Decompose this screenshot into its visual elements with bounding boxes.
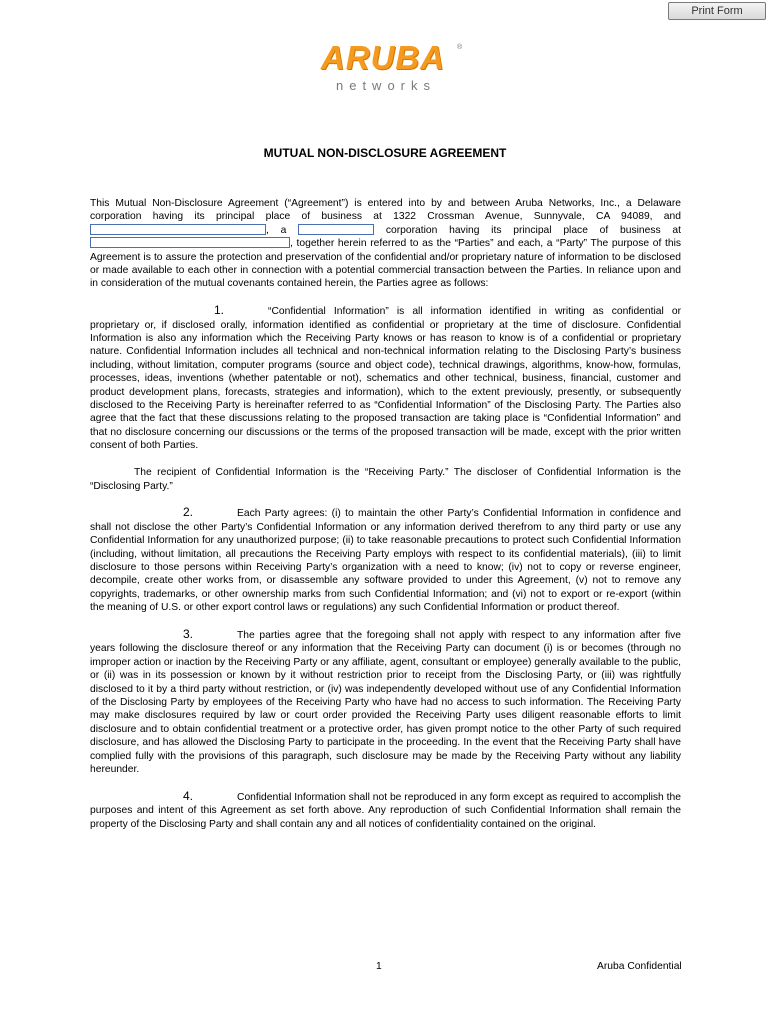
logo-subtitle: networks — [335, 78, 437, 93]
intro-text-3: corporation having its principal place of business at — [374, 224, 681, 236]
confidential-label: Aruba Confidential — [597, 961, 682, 972]
clause-recipient-definition — [90, 466, 681, 493]
party-address-field[interactable] — [90, 237, 290, 248]
page-number: 1 — [376, 961, 382, 972]
intro-text-2: , a — [266, 224, 287, 236]
intro-text-1: This Mutual Non-Disclosure Agreement (“Agreement”) is entered into by and between Aruba Networks, Inc., a Delaware corporation having its principal place of business at 1322 Crossman Avenue, Sunnyvale, CA 94089, and — [90, 198, 681, 223]
print-form-button[interactable]: Print Form — [668, 2, 766, 20]
aruba-networks-logo — [306, 39, 466, 94]
document-title: MUTUAL NON-DISCLOSURE AGREEMENT — [263, 146, 507, 160]
clause-4 — [90, 790, 681, 831]
logo-wordmark: ARUBA — [320, 39, 446, 76]
clause-3 — [90, 628, 681, 776]
clause-2 — [90, 506, 681, 614]
clause-number: 4. — [183, 788, 194, 803]
clause-text: The parties agree that the foregoing shall not apply with respect to any information after five years following the disclosure thereof or any information that the Receiving Party can document (i) is or becomes (through no improper action or inaction by the Receiving Party or any affiliate, agent, consultant or employee) generally available to the public, or (ii) was in its possession or known by it without restriction prior to receipt from the Disclosing Party, or (iii) was rightfully disclosed to it by a third party without restriction, or (iv) was independently developed without use of any Confidential Information of the Disclosing Party by employees of the Receiving Party who have had no access to such information. The Receiving Party may make disclosures required by law or court order provided the Receiving Party uses diligent reasonable efforts to limit disclosure and to obtain confidential treatment or a protective order, has given prompt notice to the other Party of such required disclosure, and has allowed the Disclosing Party to participate in the proceeding. In the event that the Receiving Party shall have complied fully with the provisions of this paragraph, such disclosure may be made by the Receiving Party without any liability hereunder. — [90, 629, 681, 775]
clause-text: Confidential Information shall not be reproduced in any form except as required to accomplish the purposes and intent of this Agreement as set forth above. Any reproduction of such Confidential Information shall remain the property of the Disclosing Party and shall contain any and all notices of confidentiality contained on the original. — [90, 791, 681, 830]
clause-text: “Confidential Information” is all information identified in writing as confidential or proprietary or, if disclosed orally, information identified as confidential or proprietary at the time of disclosure. Confidential Information is also any information which the Receiving Party knows or has reason to know is of a confidential or proprietary nature. Confidential Information includes all technical and non-technical information relating to the Disclosing Party’s business including, without limitation, computer programs (source and object code), technical drawings, algorithms, know-how, formulas, processes, ideas, inventions (whether patentable or not), schematics and other technical, business, financial, customer and product development plans, forecasts, strategies and information), which to the extent previously, presently, or subsequently disclosed to the Receiving Party is hereinafter referred to as “Confidential Information” of the Disclosing Party. The Parties also agree that the fact that these discussions relating to the proposed transaction are taking place is “Confidential Information” and that no disclosure concerning our discussions or the terms of the proposed transaction will be made, except with the prior written consent of both Parties. — [90, 306, 681, 452]
clause-1 — [90, 304, 681, 452]
agreement-body — [90, 197, 681, 844]
clause-text: Each Party agrees: (i) to maintain the other Party’s Confidential Information in confidence and shall not disclose the other Party’s Confidential Information or any information derived therefrom to any third party or use any Confidential Information for any unauthorized purpose; (ii) to take reasonable precautions to protect such Confidential Information (including, without limitation, all precautions the Receiving Party employs with respect to its confidential materials), (iii) to limit disclosure to those persons within Receiving Party’s organization with a need to know; (iv) not to copy or reverse engineer, decompile, create other works from, or disassemble any software provided to under this Agreement, (v) not to remove any copyrights, trademarks, or other ownership marks from such Confidential Information; and (vi) not to export or re-export (within the meaning of U.S. or other export control laws or regulations) any such Confidential Information or product thereof. — [90, 508, 681, 614]
intro-text-4: , together herein referred to as the “Parties” and each, a “Party” The purpose of this Agreement is to assure the protection and preservation of the confidential and/or proprietary nature of information to be disclosed or made available to each other in connection with a potential commercial transaction between the Parties. In reliance upon and in consideration of the mutual covenants contained herein, the Parties agree as follows: — [90, 238, 681, 290]
clause-text: The recipient of Confidential Information is the “Receiving Party.” The discloser of Confidential Information is the “Disclosing Party.” — [90, 467, 681, 492]
intro-paragraph — [90, 197, 681, 291]
clause-number: 1. — [214, 303, 225, 318]
party-name-field[interactable] — [90, 224, 266, 235]
clause-number: 3. — [183, 626, 194, 641]
state-of-incorporation-field[interactable] — [298, 224, 374, 235]
clause-number: 2. — [183, 505, 194, 520]
logo-registered-mark: ® — [457, 44, 463, 51]
